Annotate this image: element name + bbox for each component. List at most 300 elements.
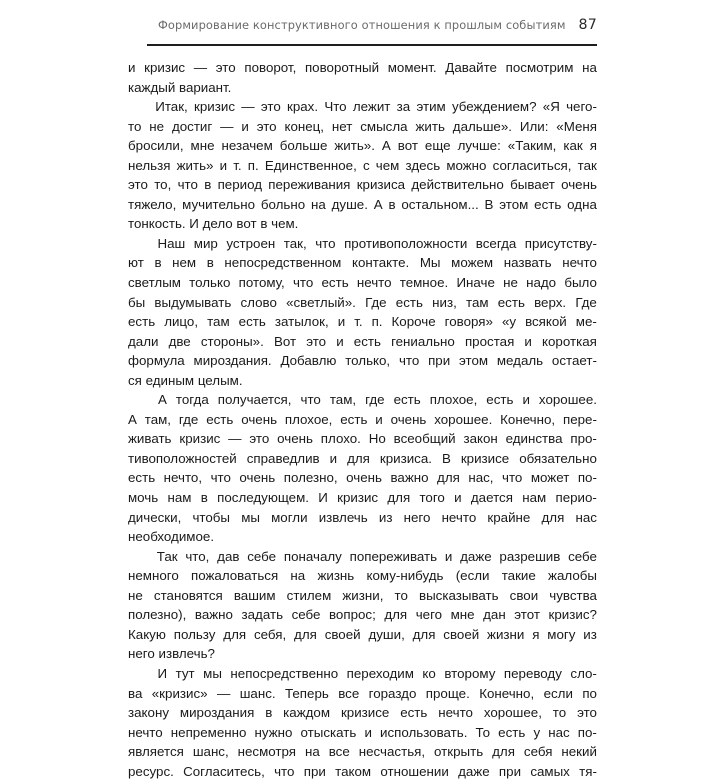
word: для: [412, 626, 436, 642]
word: и: [219, 157, 228, 173]
word: низ,: [432, 294, 457, 310]
text-line: [128, 195, 597, 215]
word: жизни: [487, 626, 525, 642]
first-line-indent: [128, 664, 149, 684]
word: этот: [514, 607, 540, 623]
word: даже: [458, 763, 490, 779]
word: всегда: [475, 235, 517, 251]
word: это: [256, 118, 277, 134]
first-line-indent: [128, 390, 149, 410]
word: важно: [390, 470, 429, 486]
word: верх.: [534, 294, 567, 310]
word: может: [530, 470, 570, 486]
word: гораздо: [368, 685, 417, 701]
word: и: [375, 411, 383, 427]
word: это: [260, 99, 281, 115]
paragraph: [128, 58, 597, 97]
word: это: [306, 333, 327, 349]
word: кризиса: [356, 177, 406, 193]
text-line: [128, 508, 597, 528]
word: могли: [271, 509, 308, 525]
word: В: [484, 196, 494, 212]
word: проще.: [425, 685, 470, 701]
word: что: [315, 235, 336, 251]
word: здесь: [405, 157, 441, 173]
word: А: [373, 196, 383, 212]
word: А: [128, 411, 137, 427]
word: для: [387, 490, 411, 506]
text-line: [128, 449, 597, 469]
word: что: [210, 470, 231, 486]
word: —: [216, 685, 231, 701]
word: бывает: [510, 177, 555, 193]
word: и: [336, 333, 344, 349]
first-line-indent: [128, 97, 149, 117]
text-line: [128, 58, 597, 78]
word: есть: [393, 392, 421, 408]
text-line: [128, 97, 597, 117]
word: себя: [523, 744, 553, 760]
word: переходим: [346, 665, 414, 681]
word: что: [398, 353, 420, 369]
word: не: [128, 587, 143, 603]
word: п.: [247, 157, 259, 173]
word: Иначе: [456, 275, 495, 291]
word: И: [318, 490, 328, 506]
word: него: [403, 509, 431, 525]
word: задать: [241, 607, 284, 623]
word: важно: [194, 607, 233, 623]
word: непременно: [170, 724, 247, 740]
word: больше: [279, 138, 328, 154]
word: не: [503, 275, 518, 291]
word: вот: [397, 138, 418, 154]
word: крайне: [487, 509, 531, 525]
word: Мы: [419, 255, 441, 271]
word: то: [552, 705, 567, 721]
word: ме-: [575, 314, 597, 330]
word: использовать.: [380, 724, 468, 740]
word: при: [498, 763, 522, 779]
word: То: [475, 724, 491, 740]
word: жить».: [334, 138, 375, 154]
word: гениально: [391, 333, 455, 349]
word: нечто: [438, 705, 473, 721]
word: кризис: [194, 99, 235, 115]
word: Конечно,: [500, 411, 556, 427]
word: И: [157, 665, 168, 681]
text-line: [128, 293, 597, 313]
word: закону: [128, 705, 169, 721]
word: есть: [395, 294, 423, 310]
word: бы: [128, 294, 146, 310]
word: для: [223, 626, 247, 642]
word: кризисе: [340, 705, 390, 721]
word: действительно: [411, 177, 504, 193]
word: является: [128, 744, 184, 760]
word: тут: [175, 665, 195, 681]
word: нельзя: [128, 157, 171, 173]
word: там: [207, 314, 230, 330]
word: того: [419, 490, 445, 506]
text-line: [128, 625, 597, 645]
word: стороны».: [200, 333, 264, 349]
word: так,: [283, 235, 307, 251]
word: лицо,: [164, 314, 199, 330]
word: Добавлю: [280, 353, 337, 369]
word: в: [200, 490, 208, 506]
word: жизни,: [342, 587, 384, 603]
word: «кризис»: [151, 685, 208, 701]
word: отношении: [380, 763, 449, 779]
text-line: [128, 429, 597, 449]
word: слово: [240, 294, 277, 310]
word: я: [532, 626, 540, 642]
word: темное.: [399, 275, 449, 291]
word: нечто: [356, 275, 392, 291]
word: переводу: [503, 665, 562, 681]
word: Или:: [519, 118, 549, 134]
word: кризис?: [548, 607, 597, 623]
word: жить: [415, 118, 445, 134]
word: поворотный: [304, 60, 380, 75]
text-line: него извлечь?: [128, 646, 215, 662]
text-line: [128, 253, 597, 273]
word: мы: [241, 509, 260, 525]
word: кризис: [337, 490, 379, 506]
word: мочь: [128, 490, 159, 506]
text-line: необходимое.: [128, 529, 215, 545]
word: всеобщий: [393, 431, 456, 447]
word: себя,: [253, 626, 287, 642]
word: и: [524, 333, 532, 349]
word: немного: [128, 568, 179, 584]
word: при: [428, 353, 451, 369]
word: вашим: [233, 587, 276, 603]
word: мир: [193, 235, 218, 251]
word: несчастья,: [358, 744, 426, 760]
text-line: [128, 410, 597, 430]
word: становятся: [153, 587, 223, 603]
text-line: [128, 390, 597, 410]
word: мучительно: [182, 196, 256, 212]
word: Согласитесь,: [183, 763, 265, 779]
word: плохое,: [429, 392, 478, 408]
word: шанс.: [239, 685, 276, 701]
word: убеждением?: [451, 99, 537, 115]
text-line: [128, 742, 597, 762]
word: медаль: [496, 353, 544, 369]
word: дав: [217, 548, 240, 564]
word: посмотрим: [505, 60, 574, 75]
paragraph: [128, 547, 597, 664]
word: Где: [365, 294, 387, 310]
word: для: [492, 744, 515, 760]
word: есть: [497, 294, 525, 310]
running-head: [147, 17, 597, 33]
word: ва: [128, 685, 143, 701]
word: на: [290, 568, 306, 584]
word: и: [522, 392, 530, 408]
word: такие: [501, 568, 536, 584]
word: то: [128, 118, 142, 134]
text-line: [128, 566, 597, 586]
word: формула: [128, 353, 185, 369]
word: все: [328, 744, 350, 760]
word: и: [329, 450, 338, 466]
word: —: [220, 118, 234, 134]
word: Вот: [273, 333, 297, 349]
word: жалобы: [548, 568, 597, 584]
word: тя-: [579, 763, 597, 779]
word: для: [541, 509, 565, 525]
word: кризис: [144, 60, 186, 75]
word: две: [168, 333, 191, 349]
word: (если: [455, 568, 490, 584]
word: при: [303, 763, 326, 779]
header-rule-divider: [147, 44, 597, 46]
word: момент.: [387, 60, 437, 75]
word: затылок,: [274, 314, 329, 330]
word: остает-: [551, 353, 597, 369]
page-number: 87: [578, 17, 597, 33]
word: очень: [346, 470, 382, 486]
word: очень: [277, 431, 313, 447]
text-line: [128, 273, 597, 293]
text-line: [128, 332, 597, 352]
word: что: [177, 177, 198, 193]
word: на: [304, 744, 320, 760]
word: нам: [522, 490, 547, 506]
word: т.: [354, 314, 363, 330]
word: дически,: [128, 509, 182, 525]
word: мы: [203, 665, 222, 681]
word: и: [241, 118, 249, 134]
word: самых: [530, 763, 570, 779]
word: нечто: [441, 509, 477, 525]
text-line: ся единым целым.: [128, 372, 243, 388]
word: из: [378, 509, 393, 525]
word: конец,: [284, 118, 325, 134]
text-line: [128, 723, 597, 743]
word: можно: [446, 157, 487, 173]
word: кризисе: [460, 450, 510, 466]
word: это: [249, 431, 270, 447]
word: если: [543, 685, 573, 701]
word: что: [292, 275, 314, 291]
word: стилем: [286, 587, 332, 603]
word: для: [384, 607, 408, 623]
word: есть: [534, 196, 562, 212]
word: этом: [499, 196, 529, 212]
word: для: [294, 626, 317, 642]
word: Короче: [391, 314, 436, 330]
word: так: [577, 157, 597, 173]
first-line-indent: [128, 547, 149, 567]
word: нас,: [468, 470, 494, 486]
word: полезно),: [128, 607, 187, 623]
paragraph: [128, 664, 597, 781]
word: всякой: [525, 314, 567, 330]
word: этом: [458, 353, 489, 369]
word: надо: [526, 275, 557, 291]
text-line: [128, 156, 597, 176]
word: себе: [568, 548, 597, 564]
word: нечто: [128, 724, 163, 740]
word: есть: [206, 411, 234, 427]
word: на: [310, 196, 326, 212]
word: я: [589, 138, 597, 154]
word: не: [149, 118, 165, 134]
word: каждом: [283, 705, 331, 721]
word: говоря»: [444, 314, 493, 330]
word: было: [564, 275, 597, 291]
word: душе.: [331, 196, 368, 212]
paragraph: [128, 97, 597, 234]
word: есть: [128, 314, 156, 330]
word: непосредственно: [230, 665, 339, 681]
word: хорошее.: [538, 392, 597, 408]
word: то,: [154, 177, 172, 193]
word: могу: [547, 626, 576, 642]
word: чувства: [549, 587, 597, 603]
word: этим: [416, 99, 446, 115]
word: Наш: [157, 235, 186, 251]
word: пере-: [562, 411, 597, 427]
body-text-block: [128, 58, 597, 781]
word: есть: [238, 314, 266, 330]
word: —: [241, 99, 255, 115]
word: В: [441, 450, 451, 466]
word: что,: [185, 548, 210, 564]
text-line: [128, 586, 597, 606]
word: закон: [463, 431, 498, 447]
word: дан: [483, 607, 506, 623]
word: своей: [443, 626, 480, 642]
word: что: [300, 392, 321, 408]
text-line: [128, 664, 597, 684]
word: то: [394, 587, 408, 603]
word: Теперь: [284, 685, 329, 701]
word: пожаловаться: [190, 568, 279, 584]
word: получается,: [217, 392, 292, 408]
word: только,: [345, 353, 391, 369]
word: нужно: [254, 724, 293, 740]
word: за: [396, 99, 411, 115]
word: есть: [321, 275, 349, 291]
word: в: [388, 196, 396, 212]
word: единства: [505, 431, 563, 447]
text-line: каждый вариант.: [128, 79, 232, 95]
word: очень: [241, 411, 278, 427]
word: в: [265, 705, 273, 721]
word: извлечь: [318, 509, 368, 525]
word: незачем: [221, 138, 273, 154]
text-line: [128, 117, 597, 137]
word: где: [178, 411, 199, 427]
word: в: [154, 255, 162, 271]
word: себе: [247, 548, 277, 564]
word: есть: [353, 333, 381, 349]
word: и: [128, 60, 136, 75]
word: это: [128, 177, 148, 193]
word: из: [583, 626, 597, 642]
word: справедлив: [246, 450, 320, 466]
word: попереживать: [349, 548, 438, 564]
word: это: [577, 705, 597, 721]
word: по-: [577, 724, 597, 740]
word: своей: [324, 626, 361, 642]
word: период: [217, 177, 262, 193]
word: «светлый».: [286, 294, 356, 310]
word: мироздания: [179, 705, 255, 721]
word: назвать: [503, 255, 552, 271]
text-line: [128, 468, 597, 488]
word: есть: [128, 470, 156, 486]
word: открыть: [434, 744, 484, 760]
word: нет: [331, 118, 353, 134]
text-line: [128, 351, 597, 371]
word: очень: [239, 470, 276, 486]
word: Единственное,: [264, 157, 357, 173]
word: лучше:: [457, 138, 501, 154]
word: Что: [324, 99, 347, 115]
text-line: [128, 312, 597, 332]
word: ко: [422, 665, 436, 681]
text-line: [128, 488, 597, 508]
paragraph: [128, 390, 597, 546]
word: в: [206, 255, 214, 271]
word: свои: [509, 587, 539, 603]
word: остальном...: [401, 196, 479, 212]
word: нем: [172, 255, 197, 271]
word: Но: [368, 431, 386, 447]
word: крах.: [287, 99, 319, 115]
word: противоположности: [344, 235, 468, 251]
word: Так: [156, 548, 178, 564]
word: светлым: [128, 275, 181, 291]
word: хорошее.: [434, 411, 493, 427]
word: лежит: [352, 99, 391, 115]
word: непосредственном: [224, 255, 342, 271]
word: дальше».: [452, 118, 512, 134]
word: где: [365, 392, 385, 408]
word: последующем.: [217, 490, 309, 506]
word: в: [204, 177, 212, 193]
word: одна: [567, 196, 597, 212]
word: контакте.: [351, 255, 410, 271]
word: и: [444, 548, 453, 564]
word: очень: [561, 177, 597, 193]
word: Конечно,: [479, 685, 535, 701]
word: плохое,: [284, 411, 333, 427]
word: очень: [390, 411, 427, 427]
text-line: [128, 605, 597, 625]
word: по-: [577, 470, 597, 486]
word: есть: [340, 411, 368, 427]
word: больно: [260, 196, 306, 212]
word: потому,: [238, 275, 285, 291]
word: там: [466, 294, 489, 310]
word: можем: [451, 255, 494, 271]
word: чтобы: [192, 509, 231, 525]
word: это: [215, 60, 236, 75]
word: души,: [368, 626, 405, 642]
word: дается: [470, 490, 513, 506]
word: Итак,: [155, 99, 188, 115]
word: ют: [128, 255, 144, 271]
word: присутству-: [524, 235, 597, 251]
